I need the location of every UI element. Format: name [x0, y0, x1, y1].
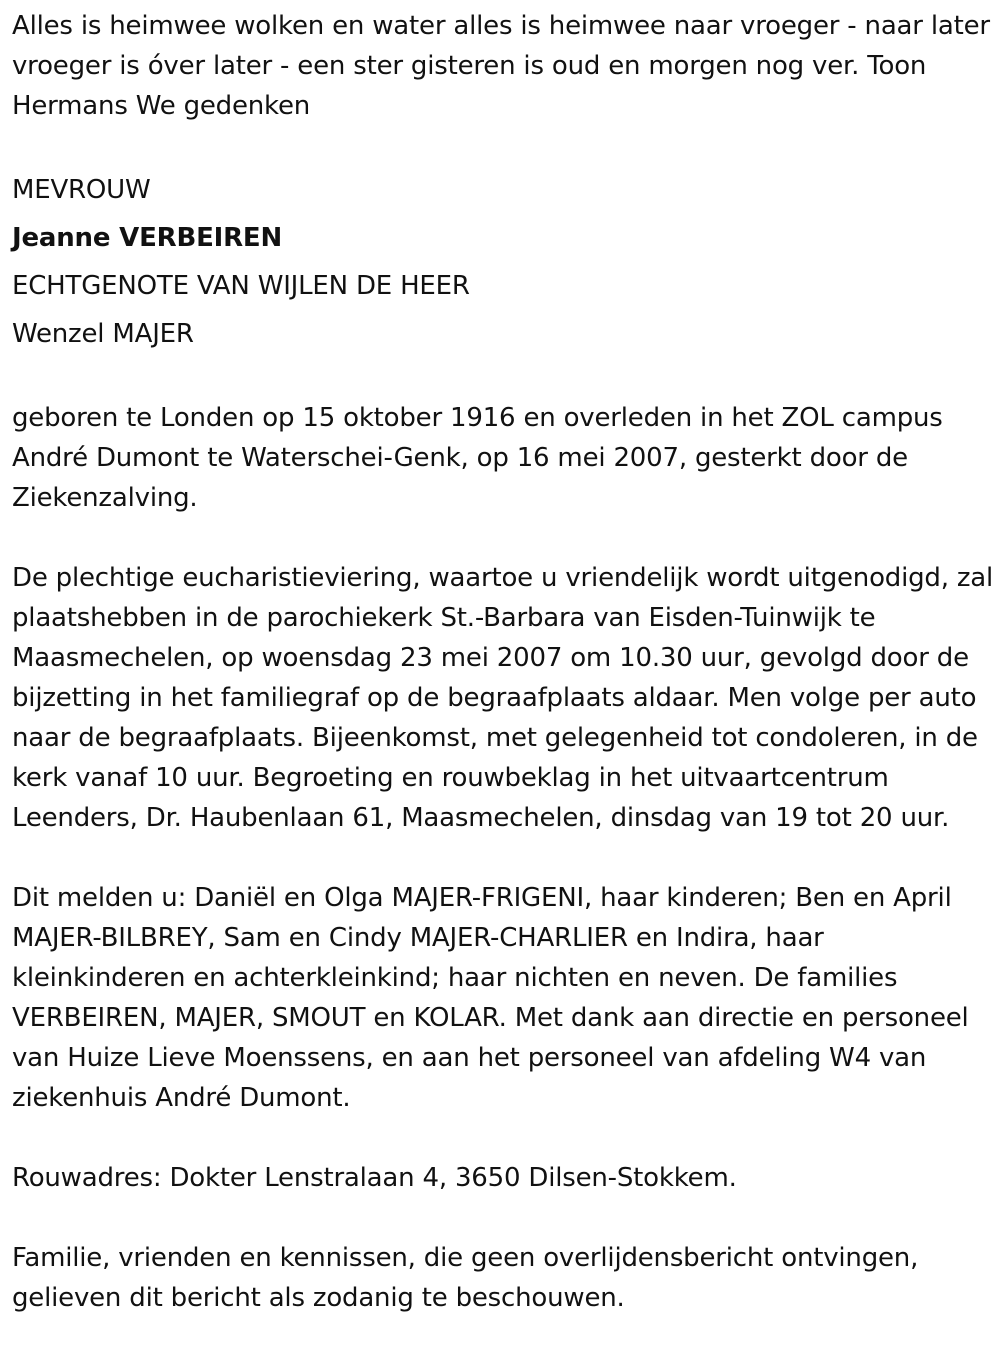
honorific-title: MEVROUW [12, 175, 151, 205]
spacer [12, 1198, 996, 1238]
deceased-name: Jeanne VERBEIREN [12, 223, 283, 253]
relation-line: ECHTGENOTE VAN WIJLEN DE HEER [12, 271, 470, 301]
ceremony-paragraph: De plechtige eucharistieviering, waartoe u vriendelijk wordt uitgenodigd, zal plaatshebben in de parochiekerk St.-Barbara van Eisden-Tuinwijk te Maasmechelen, op woensdag 23 mei 2007 om 10.30 uur, gevolgd door de bijzetting in het familiegraf op de begraafplaats aldaar. Men volge per auto naar de begraafplaats. Bijeenkomst, met gelegenheid tot condoleren, in de kerk vanaf 10 uur. Begroeting en rouwbeklag in het uitvaartcentrum Leenders, Dr. Haubenlaan 61, Maasmechelen, dinsdag van 19 tot 20 uur. [12, 563, 994, 833]
spacer [12, 126, 996, 166]
spouse-name: Wenzel MAJER [12, 319, 194, 349]
birth-death-paragraph: geboren te Londen op 15 oktober 1916 en overleden in het ZOL campus André Dumont te Waterschei-Genk, op 16 mei 2007, gesterkt door de Ziekenzalving. [12, 403, 943, 513]
closing-paragraph: Familie, vrienden en kennissen, die geen overlijdensbericht ontvingen, gelieven dit bericht als zodanig te beschouwen. [12, 1243, 919, 1313]
address-paragraph: Rouwadres: Dokter Lenstralaan 4, 3650 Dilsen-Stokkem. [12, 1163, 737, 1193]
spacer [12, 838, 996, 878]
spacer [12, 518, 996, 558]
death-notice [12, 6, 996, 1318]
spacer [12, 358, 996, 398]
family-paragraph: Dit melden u: Daniël en Olga MAJER-FRIGENI, haar kinderen; Ben en April MAJER-BILBREY, Sam en Cindy MAJER-CHARLIER en Indira, haar kleinkinderen en achterkleinkind; haar nichten en neven. De families VERBEIREN, MAJER, SMOUT en KOLAR. Met dank aan directie en personeel van Huize Lieve Moenssens, en aan het personeel van afdeling W4 van ziekenhuis André Dumont. [12, 883, 969, 1113]
poem-text: Alles is heimwee wolken en water alles is heimwee naar vroeger - naar later vroeger is óver later - een ster gisteren is oud en morgen nog ver. Toon Hermans We gedenken [12, 11, 990, 121]
spacer [12, 1118, 996, 1158]
